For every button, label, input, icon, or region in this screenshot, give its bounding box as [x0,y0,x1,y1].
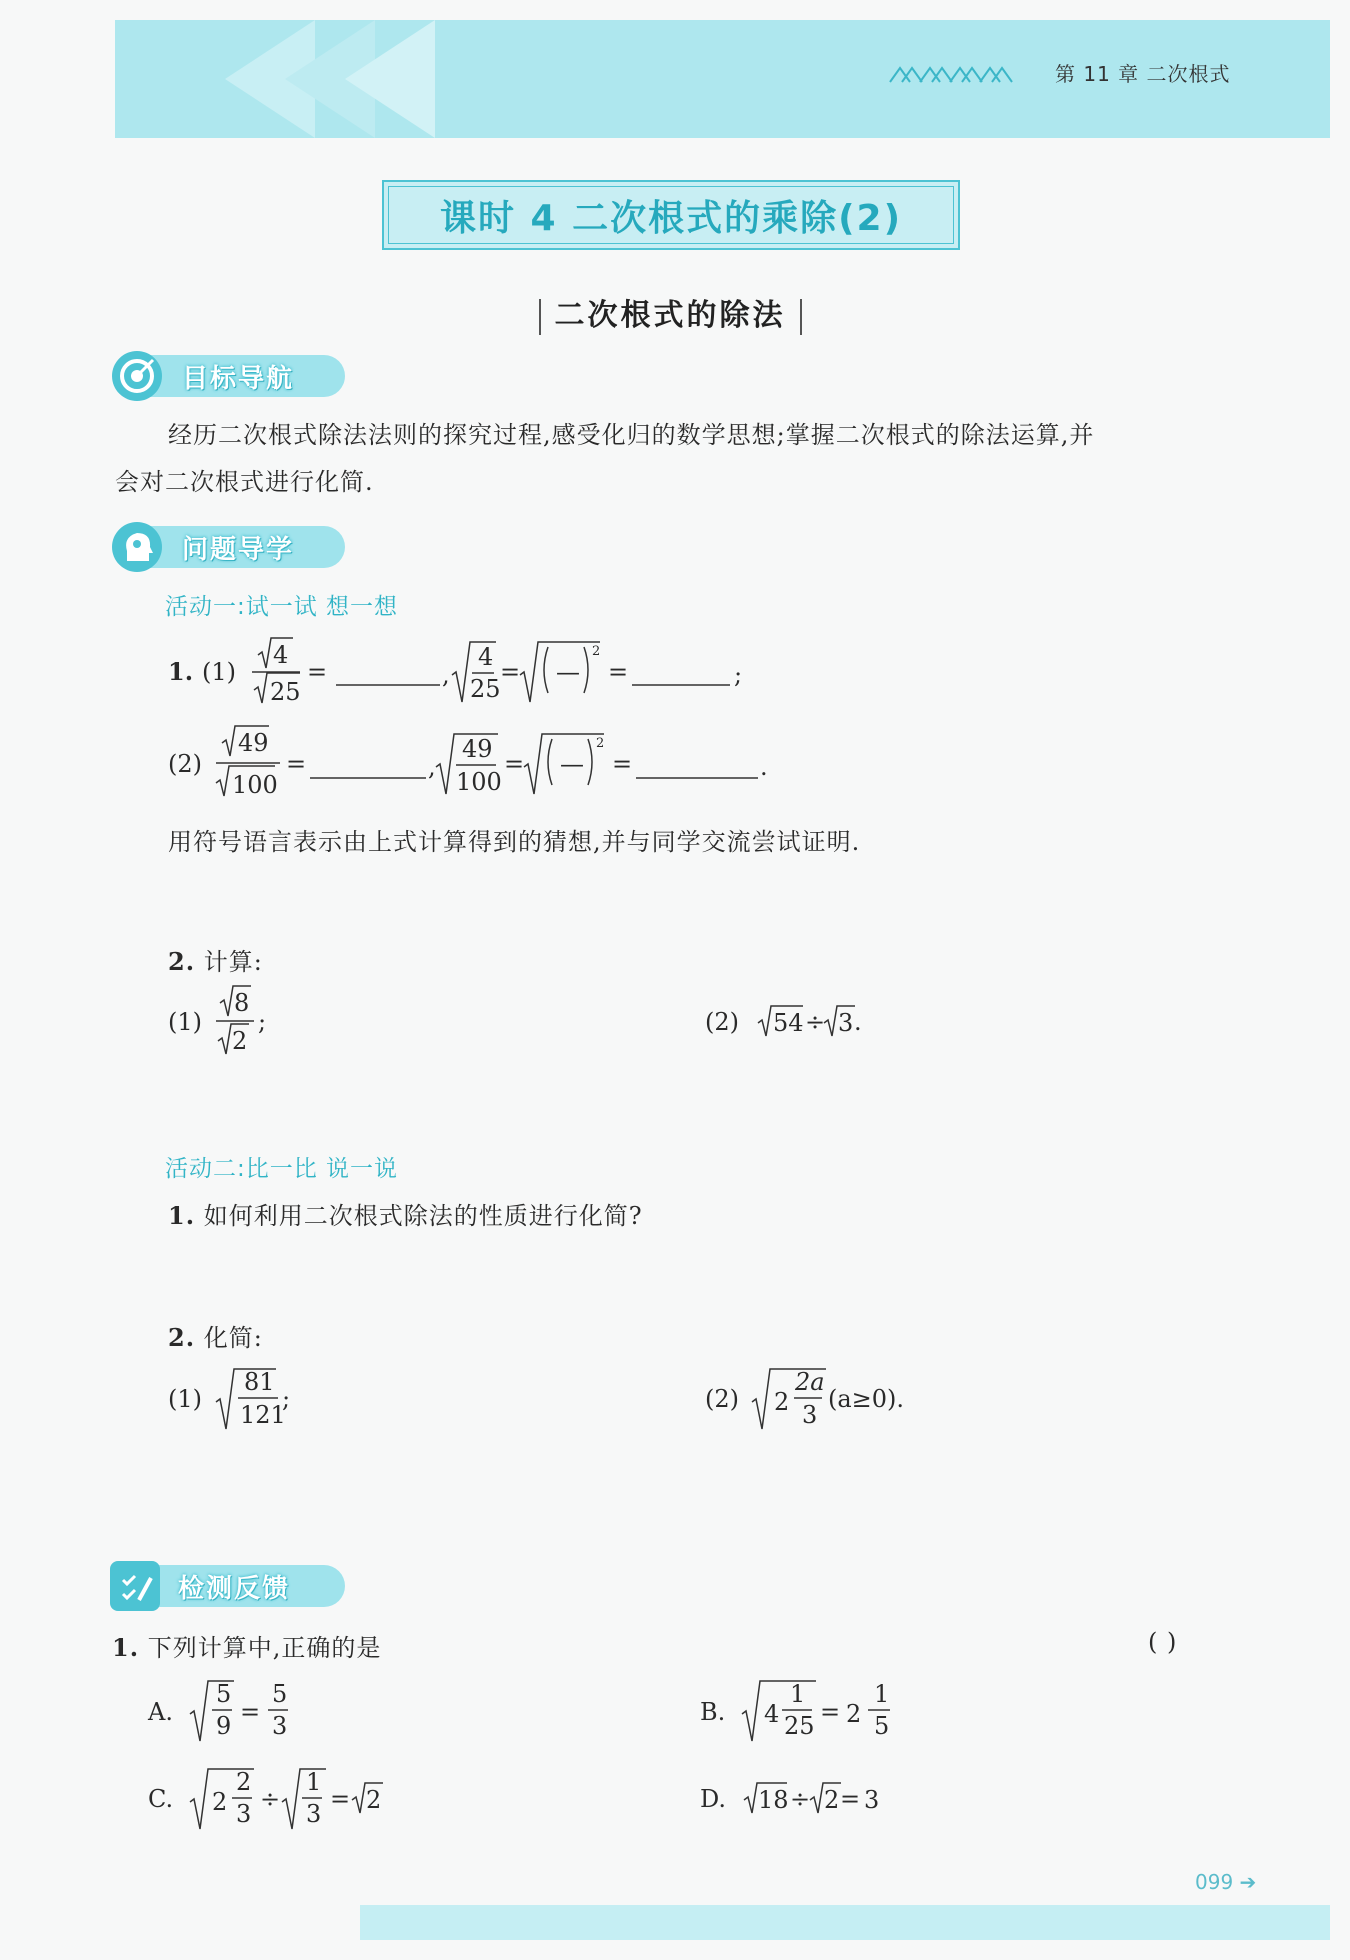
svg-text:1: 1 [306,1768,322,1796]
checklist-icon [110,1561,160,1611]
head-idea-icon [112,522,162,572]
svg-text:3: 3 [306,1800,322,1828]
activity2-q2-formulas [160,1360,940,1440]
svg-text:1: 1 [790,1680,806,1708]
option-d: D. [700,1785,727,1813]
svg-text:÷: ÷ [805,1008,826,1036]
svg-text:25: 25 [270,678,301,706]
target-icon [112,351,162,401]
svg-text:.: . [854,1008,862,1036]
svg-text:=: = [608,658,629,686]
activity2-heading: 活动二:比一比 说一说 [165,1156,399,1182]
check-options [140,1670,920,1840]
lesson-title-box [382,180,960,250]
guide-heading: 问题导学 [182,535,295,565]
page-number: 099 ➔ [1195,1870,1257,1894]
svg-text:=: = [307,658,328,686]
option-c: C. [148,1785,174,1813]
svg-text:2: 2 [592,644,601,659]
svg-text:=: = [330,1785,351,1813]
svg-text:54: 54 [773,1009,804,1037]
svg-text:121: 121 [240,1401,286,1429]
svg-text:100: 100 [456,768,502,796]
svg-text:2: 2 [596,736,605,751]
arrow-right-icon: ➔ [1239,1870,1257,1894]
svg-text:2: 2 [212,1788,228,1816]
svg-text:3: 3 [864,1786,880,1814]
chapter-label: 第 11 章 二次根式 [1055,62,1231,86]
part-label: (1) [202,658,236,686]
svg-text:,: , [428,753,436,781]
svg-text:49: 49 [238,729,269,757]
svg-text:=: = [500,658,521,686]
svg-text:4: 4 [478,643,494,671]
svg-text:3: 3 [236,1800,252,1828]
svg-text:÷: ÷ [790,1785,811,1813]
check-q1: 1. 下列计算中,正确的是 [112,1633,382,1662]
svg-text:3: 3 [272,1712,288,1740]
svg-text:(1): (1) [168,1385,202,1413]
option-b: B. [700,1698,726,1726]
svg-text:5: 5 [874,1712,890,1740]
svg-text:=: = [504,750,525,778]
svg-text:5: 5 [272,1680,288,1708]
svg-text:—: — [560,750,584,778]
svg-text:=: = [240,1698,261,1726]
svg-text:18: 18 [758,1786,789,1814]
check-heading: 检测反馈 [178,1574,291,1604]
svg-text:2: 2 [824,1786,840,1814]
svg-text:(1): (1) [168,1008,202,1036]
svg-text:;: ; [258,1008,267,1036]
goal-text-line1: 经历二次根式除法法则的探究过程,感受化归的数学思想;掌握二次根式的除法运算,并 [168,421,1095,449]
svg-text:81: 81 [244,1368,275,1396]
svg-text:3: 3 [802,1401,818,1429]
question-number: 1. [168,657,194,686]
svg-text:5: 5 [216,1680,232,1708]
svg-text:=: = [286,750,307,778]
lesson-title: 课时 4 二次根式的乘除(2) [439,197,903,239]
activity2-q2: 2. 化简: [168,1323,263,1352]
option-a: A. [148,1698,173,1726]
svg-text:25: 25 [784,1712,815,1740]
svg-text:8: 8 [234,989,250,1017]
subtitle-text: 二次根式的除法 [554,298,786,333]
section-subtitle [520,290,820,335]
chevron-decoration [345,20,435,138]
svg-text:1: 1 [874,1680,890,1708]
svg-text:(2): (2) [705,1385,739,1413]
activity2-q1: 1. 如何利用二次根式除法的性质进行化简? [168,1201,643,1230]
svg-text:;: ; [282,1385,291,1413]
svg-text:=: = [840,1785,861,1813]
svg-text:2: 2 [236,1768,252,1796]
svg-text:2: 2 [366,1786,382,1814]
answer-parentheses[interactable]: ( ) [1148,1628,1178,1656]
goal-text-line2: 会对二次根式进行化简. [115,468,374,496]
footer-band [360,1905,1330,1940]
svg-text:3: 3 [838,1009,854,1037]
svg-text:2: 2 [774,1388,790,1416]
svg-text:100: 100 [232,771,278,799]
svg-text:4: 4 [764,1700,780,1728]
svg-text:9: 9 [216,1712,232,1740]
activity1-heading: 活动一:试一试 想一想 [165,594,399,620]
svg-text:—: — [556,658,580,686]
goal-heading: 目标导航 [182,364,295,394]
svg-text:2: 2 [846,1700,862,1728]
svg-text:2a: 2a [795,1368,825,1396]
svg-text:.: . [760,753,768,781]
activity1-prompt: 用符号语言表示由上式计算得到的猜想,并与同学交流尝试证明. [168,828,861,856]
svg-text:÷: ÷ [260,1785,281,1813]
svg-text:=: = [612,750,633,778]
svg-text:49: 49 [462,735,493,763]
activity1-q1-formulas [160,635,810,815]
svg-text:(a≥0).: (a≥0). [828,1385,905,1413]
svg-text:(2): (2) [705,1008,739,1036]
part-label: (2) [168,750,202,778]
svg-text:4: 4 [273,641,289,669]
svg-text:25: 25 [470,675,501,703]
svg-text:=: = [820,1698,841,1726]
mountain-triangles-icon [888,62,1028,84]
svg-text:;: ; [734,661,743,689]
svg-text:2: 2 [232,1027,248,1055]
activity1-q2-formulas [160,985,920,1065]
svg-text:,: , [442,661,450,689]
activity1-q2: 2. 计算: [168,947,263,976]
